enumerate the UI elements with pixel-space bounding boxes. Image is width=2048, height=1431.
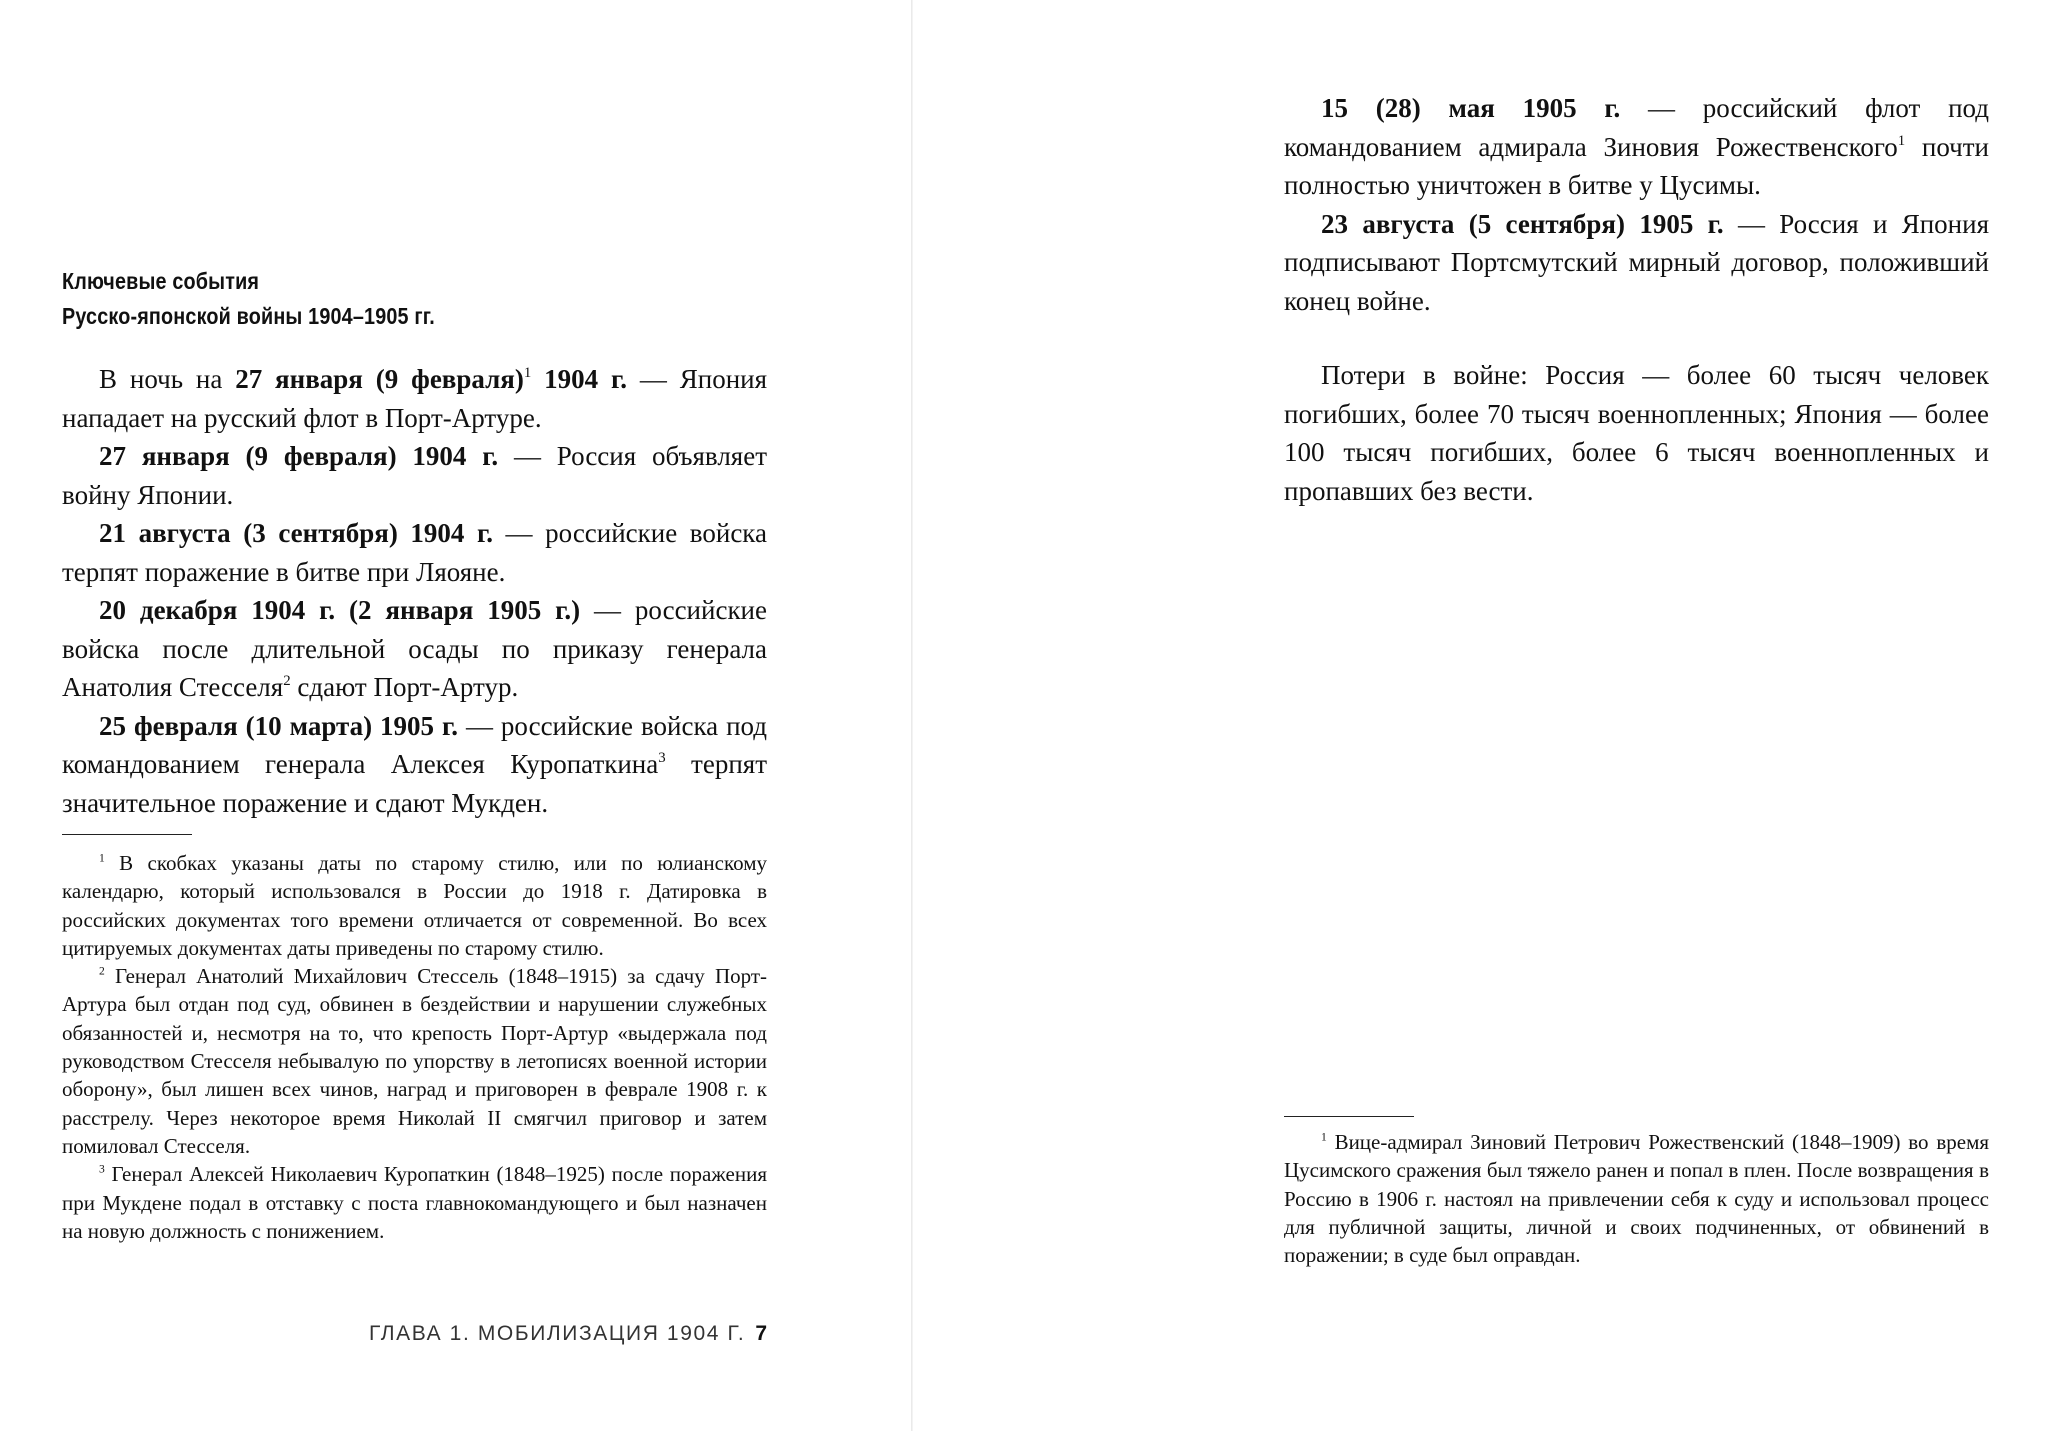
- event-date-year: 1904 г.: [531, 364, 628, 394]
- event-paragraph: [62, 591, 767, 707]
- footnote-text: Генерал Анатолий Михайлович Стессель (1848–1915) за сдачу Порт-Артура был отдан под суд, обвинен в бездействии и нарушении служебных обязанностей и, несмотря на то, что крепость Порт-Артур «выдержала под руководством Стесселя небывалую по упорству в летописях военной истории оборону», был лишен всех чинов, наград и приговорен в феврале 1908 г. к расстрелу. Через некоторое время Николай II смягчил приговор и затем помиловал Стесселя.: [62, 964, 768, 1158]
- footnote-divider: [1284, 1116, 1414, 1117]
- left-events-list: [62, 360, 767, 822]
- right-events-list: [1284, 89, 1989, 510]
- event-paragraph: [1284, 205, 1989, 321]
- running-footer: [200, 1322, 767, 1346]
- footnote-ref: 3: [658, 749, 666, 766]
- event-date: 20 декабря 1904 г. (2 января 1905 г.): [99, 595, 581, 625]
- footnote: [62, 849, 767, 962]
- event-paragraph: [62, 437, 767, 514]
- left-page: [0, 0, 912, 1431]
- footnote-divider: [62, 834, 192, 835]
- heading-line-1: Ключевые события: [62, 268, 260, 294]
- event-text: — Россия и Япония подписывают Портсмутский мирный договор, положивший конец войне.: [1284, 208, 1990, 316]
- event-date: 21 августа (3 сентября) 1904 г.: [99, 518, 493, 548]
- footnote-ref: 1: [1897, 132, 1906, 149]
- event-paragraph: [1284, 89, 1989, 205]
- event-text: — Россия объявляет войну Японии.: [62, 441, 767, 510]
- left-footnotes: [62, 849, 767, 1245]
- paragraph-gap: [1284, 320, 1989, 356]
- footnote-text: Вице-адмирал Зиновий Петрович Рожественский (1848–1909) во время Цусимского сражения был тяжело ранен и попал в плен. После возвращения в Россию в 1906 г. настоял на привлечении себя к суду и использовал процесс для публичной защиты, личной и своих подчиненных, от обвинений в поражении; в суде был оправдан.: [1284, 1130, 1990, 1268]
- event-date: 25 февраля (10 марта) 1905 г.: [99, 710, 458, 741]
- footnote: [1284, 1128, 1989, 1269]
- event-date: 15 (28) мая 1905 г.: [1321, 93, 1621, 123]
- footnote: [62, 1160, 767, 1245]
- right-footnotes: [1284, 1128, 1989, 1269]
- footnote-ref: 2: [283, 672, 291, 689]
- section-heading: [62, 264, 664, 334]
- footnote-number: 1: [1321, 1131, 1327, 1144]
- event-text: почти полностью уничтожен в битве у Цусимы.: [1284, 131, 1989, 200]
- event-text: терпят значительное поражение и сдают Мукден.: [62, 749, 768, 818]
- event-text: — российские войска под командованием генерала Алексея Куропаткина: [62, 710, 768, 779]
- event-date: 27 января (9 февраля) 1904 г.: [99, 441, 499, 471]
- event-text: — российский флот под командованием адмирала Зиновия Рожественского: [1284, 93, 1990, 162]
- event-paragraph: [62, 707, 767, 823]
- footnote-text: В скобках указаны даты по старому стилю, или по юлианскому календарю, который использовался в России до 1918 г. Датировка в российских документах того времени отличается от современной. Во всех цитируемых документах даты приведены по старому стилю.: [62, 851, 767, 960]
- heading-line-2: Русско-японской войны 1904–1905 гг.: [62, 303, 435, 329]
- event-prefix: В ночь на: [99, 364, 236, 394]
- footnote-ref: 1: [523, 364, 532, 381]
- event-text: — российские войска после длительной осады по приказу генерала Анатолия Стесселя: [62, 595, 767, 702]
- event-paragraph: [62, 514, 767, 591]
- footnote-number: 3: [99, 1163, 105, 1176]
- right-page: [912, 0, 2048, 1431]
- losses-paragraph: Потери в войне: Россия — более 60 тысяч человек погибших, более 70 тысяч военнопленных; Япония — более 100 тысяч погибших, более 6 тысяч военнопленных и пропавших без вести.: [1284, 360, 1989, 506]
- footnote-number: 1: [99, 852, 105, 865]
- event-date: 23 августа (5 сентября) 1905 г.: [1321, 208, 1724, 239]
- footnote-text: Генерал Алексей Николаевич Куропаткин (1848–1925) после поражения при Мукдене подал в отставку с поста главнокомандующего и был назначен на новую должность с понижением.: [62, 1162, 767, 1243]
- page-number: 7: [755, 1322, 767, 1345]
- event-text: — российские войска терпят поражение в битве при Ляояне.: [62, 518, 767, 587]
- event-paragraph: [62, 360, 767, 437]
- event-text: — Япония нападает на русский флот в Порт-Артуре.: [62, 364, 768, 433]
- chapter-title: ГЛАВА 1. МОБИЛИЗАЦИЯ 1904 Г.: [368, 1322, 746, 1345]
- footnote-number: 2: [99, 965, 105, 978]
- event-text: сдают Порт-Артур.: [290, 672, 519, 702]
- footnote: [62, 962, 767, 1160]
- event-date: 27 января (9 февраля): [235, 364, 524, 394]
